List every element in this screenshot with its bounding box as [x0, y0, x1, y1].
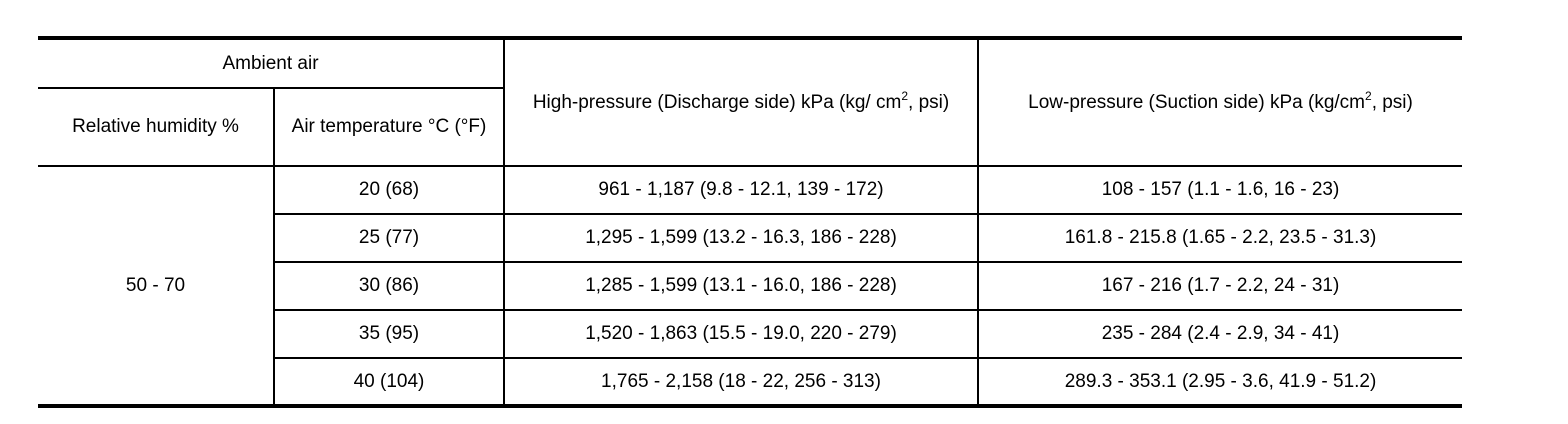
table-row: [38, 166, 1462, 214]
ambient-air-header: Ambient air: [38, 38, 504, 88]
low-pressure-cell: 289.3 - 353.1 (2.95 - 3.6, 41.9 - 51.2): [978, 358, 1462, 406]
air-temperature-header: Air temperature °C (°F): [274, 88, 504, 166]
header-row-1: [38, 38, 1462, 88]
high-pressure-cell: 1,295 - 1,599 (13.2 - 16.3, 186 - 228): [504, 214, 978, 262]
high-pressure-cell: 1,765 - 2,158 (18 - 22, 256 - 313): [504, 358, 978, 406]
pressure-table: [38, 36, 1462, 408]
high-pressure-cell: 961 - 1,187 (9.8 - 12.1, 139 - 172): [504, 166, 978, 214]
low-pressure-cell: 235 - 284 (2.4 - 2.9, 34 - 41): [978, 310, 1462, 358]
low-pressure-cell: 161.8 - 215.8 (1.65 - 2.2, 23.5 - 31.3): [978, 214, 1462, 262]
temp-cell: 30 (86): [274, 262, 504, 310]
low-pressure-cell: 108 - 157 (1.1 - 1.6, 16 - 23): [978, 166, 1462, 214]
relative-humidity-header: Relative humidity %: [38, 88, 274, 166]
low-pressure-header: [978, 38, 1462, 166]
temp-cell: 25 (77): [274, 214, 504, 262]
high-pressure-cell: 1,520 - 1,863 (15.5 - 19.0, 220 - 279): [504, 310, 978, 358]
low-pressure-header-text: Low-pressure (Suction side) kPa (kg/cm: [1028, 91, 1365, 113]
high-pressure-header-tail: , psi): [908, 91, 950, 113]
humidity-value: 50 - 70: [38, 166, 274, 406]
temp-cell: 20 (68): [274, 166, 504, 214]
low-pressure-header-sup: 2: [1365, 88, 1372, 103]
high-pressure-cell: 1,285 - 1,599 (13.1 - 16.0, 186 - 228): [504, 262, 978, 310]
temp-cell: 35 (95): [274, 310, 504, 358]
high-pressure-header-text: High-pressure (Discharge side) kPa (kg/ cm: [532, 91, 902, 113]
low-pressure-cell: 167 - 216 (1.7 - 2.2, 24 - 31): [978, 262, 1462, 310]
temp-cell: 40 (104): [274, 358, 504, 406]
high-pressure-header-sup: 2: [901, 88, 909, 103]
pressure-table-container: [38, 36, 1462, 408]
high-pressure-header: [504, 38, 978, 166]
low-pressure-header-tail: , psi): [1371, 91, 1413, 113]
